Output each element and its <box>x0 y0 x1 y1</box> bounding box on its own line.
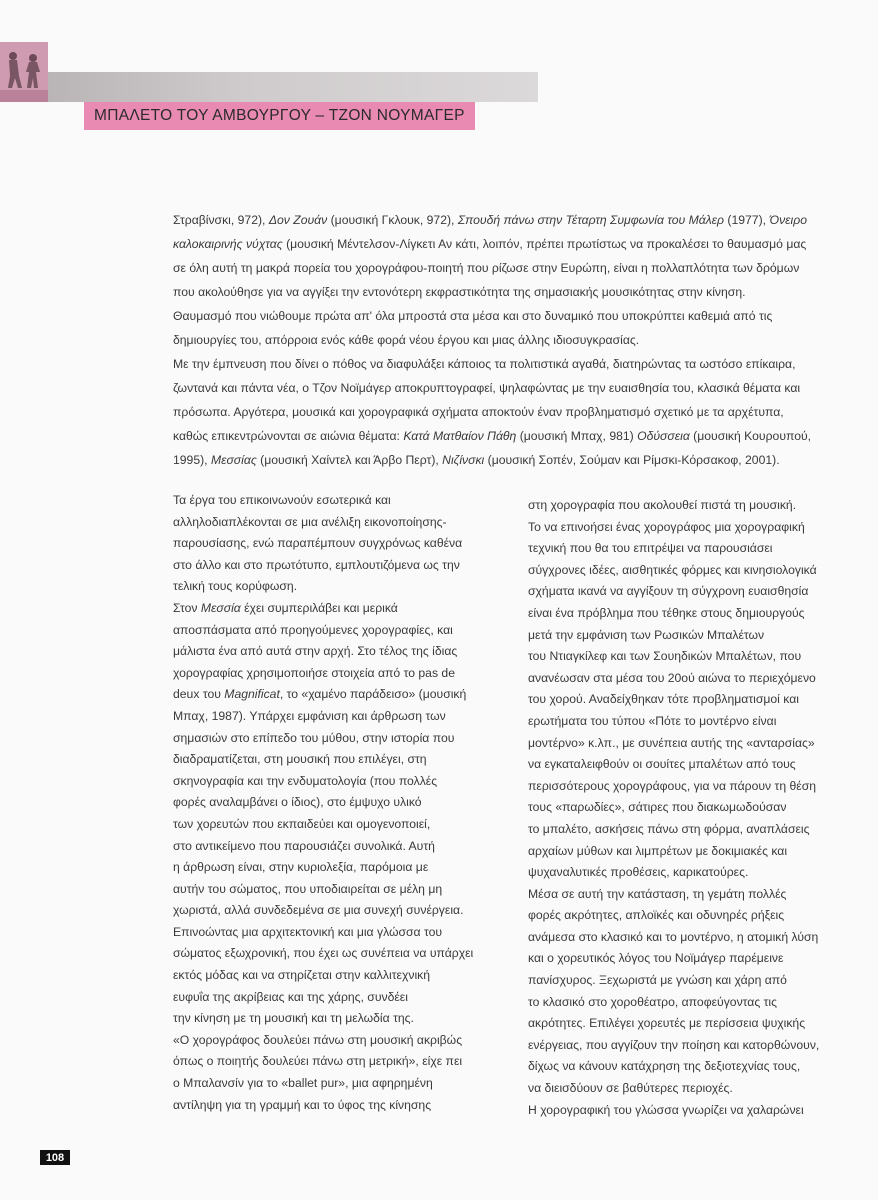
text-run: ενέργειας, που αγγίζουν την ποίηση και κατορθώνουν, <box>528 1037 820 1052</box>
text-run: (μουσική Μέντελσον-Λίγκετι Αν κάτι, λοιπόν, πρέπει πρωτίστως να προκαλέσει το θαυμασμό μας <box>282 237 807 251</box>
text-line <box>528 517 833 539</box>
text-run: αλληλοδιαπλέκονται σε μια ανέλιξη εικονοποίησης- <box>173 514 447 529</box>
text-line <box>528 841 833 863</box>
text-run: που ακολούθησε για να αγγίξει την εντονότερη εκφραστικότητα της σημασιακής μουσικότητας στην κίνηση. <box>173 285 746 299</box>
text-line <box>173 1073 478 1095</box>
text-line <box>528 819 833 841</box>
text-run: είναι ένα πρόβλημα που τέθηκε στους δημιουργούς <box>528 605 805 620</box>
text-run: Το να επινοήσει ένας χορογράφος μια χορογραφική <box>528 519 805 534</box>
text-line <box>528 495 833 517</box>
text-run: του χορού. Αναδείχθηκαν τότε προβληματισμοί και <box>528 692 799 707</box>
text-run: να διεισδύουν σε βαθύτερες περιοχές. <box>528 1081 733 1096</box>
text-line <box>528 1078 833 1100</box>
italic-title: Μεσσία <box>200 600 241 615</box>
text-run: Με την έμπνευση που δίνει ο πόθος να διαφυλάξει κάποιος τα πολιτιστικά αγαθά, διατηρώντας τα ωστόσο επίκαιρα, <box>173 357 796 371</box>
text-run: σημασιών στο επίπεδο του μύθου, στην ιστορία που <box>173 730 455 745</box>
text-line <box>173 280 835 304</box>
chapter-title: ΜΠΑΛΕΤΟ ΤΟΥ ΑΜΒΟΥΡΓΟΥ – ΤΖΟΝ ΝΟΥΜΑΓΕΡ <box>94 107 465 124</box>
text-run: δίχως να κάνουν κατάχρηση της δεξιοτεχνίας τους, <box>528 1059 801 1074</box>
text-run: μοντέρνο» κ.λπ., με συνέπεια αυτής της «ανταρσίας» <box>528 735 815 750</box>
text-run: αυτήν του σώματος, που υποδιαιρείται σε μέλη μη <box>173 881 443 896</box>
text-line <box>528 1056 833 1078</box>
text-run: δημιουργίες του, απόρροια ενός κάθε φορά νέου έργου και μιας άλλης ιδιοσυγκρασίας. <box>173 333 640 347</box>
text-line <box>528 560 833 582</box>
text-line <box>173 706 478 728</box>
text-line <box>173 857 478 879</box>
text-line <box>173 598 478 620</box>
text-run: ανάμεσα στο κλασικό και το μοντέρνο, η ατομική λύση <box>528 929 819 944</box>
text-run: έχει συμπεριλάβει και μερικά <box>240 600 398 615</box>
text-run: ερωτήματα του τύπου «Πότε το μοντέρνο είναι <box>528 713 777 728</box>
text-line <box>173 663 478 685</box>
text-run: να εγκαταλειφθούν οι σουίτες μπαλέτων από τους <box>528 757 796 772</box>
text-run: σχήματα ικανά να αγγίξουν τη σύγχρονη ευαισθησία <box>528 584 809 599</box>
text-run: το κλασικό στο χοροθέατρο, αποφεύγοντας τις <box>528 994 778 1009</box>
right-column-text <box>528 495 833 1121</box>
text-line <box>528 754 833 776</box>
text-line <box>173 684 478 706</box>
italic-title: Μεσσίας <box>210 453 257 467</box>
text-run: ψυχαναλυτικές προθέσεις, καρικατούρες. <box>528 865 749 880</box>
text-run: εκτός μόδας και να στηρίζεται στην καλλιτεχνική <box>173 968 431 983</box>
text-run: την κίνηση με τη μουσική και τη μελωδία της. <box>173 1011 414 1026</box>
text-run: Στραβίνσκι, 972), <box>173 213 269 227</box>
text-run: , το «χαμένο παράδεισο» (μουσική <box>279 687 467 702</box>
text-line <box>528 905 833 927</box>
text-line <box>173 728 478 750</box>
text-run: σώματος εξωχρονική, που έχει ως συνέπεια να υπάρχει <box>173 946 474 961</box>
text-run: ακρότητες. Επιλέγει χορευτές με περίσσεια ψυχικής <box>528 1016 806 1031</box>
text-line <box>173 900 478 922</box>
text-run: το μπαλέτο, ασκήσεις πάνω στη φόρμα, αναπλάσεις <box>528 821 810 836</box>
italic-title: Δον Ζουάν <box>268 213 328 227</box>
text-line <box>173 512 478 534</box>
italic-title: Σπουδή πάνω στην Τέταρτη Συμφωνία του Μάλερ <box>457 213 725 227</box>
text-line <box>173 965 478 987</box>
text-line <box>528 1013 833 1035</box>
italic-title: Κατά Ματθαίον Πάθη <box>403 429 517 443</box>
text-run: (μουσική Χαίντελ και Άρβο Περτ), <box>256 453 443 467</box>
text-run: «Ο χορογράφος δουλεύει πάνω στη μουσική ακριβώς <box>173 1032 463 1047</box>
text-line <box>173 922 478 944</box>
text-run: χωριστά, αλλά συνδεδεμένα σε μια συνεχή συνέργεια. <box>173 903 464 918</box>
text-line <box>173 328 835 352</box>
text-run: τεχνική που θα του επιτρέψει να παρουσιάσει <box>528 541 773 556</box>
text-line <box>528 581 833 603</box>
header-band <box>48 72 538 102</box>
text-run: του Ντιαγκίλεφ και των Σουηδικών Μπαλέτων, που <box>528 649 802 664</box>
text-run: μετά την εμφάνιση των Ρωσικών Μπαλέτων <box>528 627 765 642</box>
text-run: σκηνογραφία και την ενδυματολογία (που πολλές <box>173 773 438 788</box>
text-run: στο αντικείμενο που παρουσιάζει συνολικά. Αυτή <box>173 838 435 853</box>
text-run: αποσπάσματα από προηγούμενες χορογραφίες, και <box>173 622 453 637</box>
text-run: καθώς επικεντρώνονται σε αιώνια θέματα: <box>173 429 404 443</box>
text-line <box>173 1095 478 1117</box>
text-line <box>528 603 833 625</box>
text-line <box>173 641 478 663</box>
text-run: Η χορογραφική του γλώσσα γνωρίζει να χαλαρώνει <box>528 1102 804 1117</box>
text-run: Τα έργα του επικοινωνούν εσωτερικά και <box>173 493 391 507</box>
text-line <box>173 943 478 965</box>
text-line <box>528 711 833 733</box>
text-line <box>528 862 833 884</box>
text-line <box>528 992 833 1014</box>
italic-title: καλοκαιρινής νύχτας <box>173 237 283 251</box>
text-run: Θαυμασμό που νιώθουμε πρώτα απ' όλα μπροστά στα μέσα και στο δυναμικό που υποκρύπτει καθεμιά από τις <box>173 309 773 323</box>
text-line <box>528 538 833 560</box>
left-column-text <box>173 490 478 1116</box>
text-run: σε όλη αυτή τη μακρά πορεία του χορογράφου-ποιητή που ρίζωσε στην Ευρώπη, είναι η πολλαπλότητα των δρόμων <box>173 261 800 275</box>
text-line <box>173 555 478 577</box>
text-run: μάλιστα ένα από αυτά στην αρχή. Στο τέλος της ίδιας <box>173 644 458 659</box>
text-line <box>173 1030 478 1052</box>
text-line <box>173 533 478 555</box>
text-run: αρχαίων μύθων και λιμπρέτων με δοκιμιακές και <box>528 843 788 858</box>
text-run: όπως ο ποιητής δουλεύει πάνω στη μετρική», είχε πει <box>173 1054 463 1069</box>
text-line <box>173 792 478 814</box>
text-line <box>528 625 833 647</box>
text-line <box>528 646 833 668</box>
text-run: περισσότερους χορογράφους, για να πάρουν τη θέση <box>528 778 817 793</box>
text-line <box>173 879 478 901</box>
text-run: των χορευτών που εκπαιδεύει και ομογενοποιεί, <box>173 816 431 831</box>
text-run: παρουσίασης, ενώ παραπέμπουν συγχρόνως καθένα <box>173 536 463 551</box>
intro-paragraph <box>173 208 835 472</box>
text-line <box>173 490 478 512</box>
text-line <box>173 376 835 400</box>
text-line <box>173 256 835 280</box>
text-line <box>173 448 835 472</box>
text-run: στη χορογραφία που ακολουθεί πιστά τη μουσική. <box>528 498 797 512</box>
text-line <box>173 576 478 598</box>
text-run: ζωντανά και πάντα νέα, ο Τζον Νοϊμάγερ αποκρυπτογραφεί, ψηλαφώντας με την ευαισθησία του, κλασικά θέματα και <box>173 381 801 395</box>
text-run: (μουσική Σοπέν, Σούμαν και Ρίμσκι-Κόρσακοφ, 2001). <box>484 453 780 467</box>
text-run: διαδραματίζεται, στη μουσική που επιλέγει, στη <box>173 752 427 767</box>
text-run: αντίληψη για τη γραμμή και το ύφος της κίνησης <box>173 1097 432 1112</box>
text-run: ανανέωσαν στα μέσα του 20ού αιώνα το περιεχόμενο <box>528 670 816 685</box>
text-line <box>173 1008 478 1030</box>
text-line <box>528 927 833 949</box>
text-line <box>173 1051 478 1073</box>
text-line <box>173 620 478 642</box>
text-run: Μέσα σε αυτή την κατάσταση, τη γεμάτη πολλές <box>528 886 787 901</box>
text-run: τους «παρωδίες», σάτιρες που διακωμωδούσαν <box>528 800 787 815</box>
italic-title: Magnificat <box>224 687 280 702</box>
text-line <box>173 424 835 448</box>
text-run: Στον <box>173 600 201 615</box>
text-run: ευφυΐα της ακρίβειας και της χάρης, συνδέει <box>173 989 408 1004</box>
text-line <box>173 304 835 328</box>
text-run: (μουσική Μπαχ, 981) <box>516 429 638 443</box>
header-photo-thumbnail <box>0 42 48 102</box>
text-run: και ο χορευτικός λόγος του Νοϊμάγερ παρέμεινε <box>528 951 784 966</box>
italic-title: Όνειρο <box>769 213 807 227</box>
text-run: Μπαχ, 1987). Υπάρχει εμφάνιση και άρθρωση των <box>173 708 446 723</box>
text-run: πανίσχυρος. Ξεχωριστά με γνώση και χάρη από <box>528 973 787 988</box>
text-run: ο Μπαλανσίν για το «ballet pur», μια αφηρημένη <box>173 1076 433 1091</box>
text-line <box>528 689 833 711</box>
text-line <box>528 797 833 819</box>
text-run: (μουσική Γκλουκ, 972), <box>327 213 458 227</box>
text-line <box>528 948 833 970</box>
text-line <box>173 987 478 1009</box>
text-line <box>528 1035 833 1057</box>
text-run: φορές ακρότητες, απλοϊκές και οδυνηρές ρήξεις <box>528 908 785 923</box>
text-line <box>528 776 833 798</box>
text-line <box>528 884 833 906</box>
text-run: deux του <box>173 687 225 702</box>
chapter-title-box <box>84 102 475 130</box>
italic-title: Οδύσσεια <box>637 429 690 443</box>
text-line <box>173 814 478 836</box>
text-line <box>528 970 833 992</box>
text-line <box>173 771 478 793</box>
text-run: (μουσική Κουρουπού, <box>689 429 812 443</box>
text-line <box>173 352 835 376</box>
text-run: σύγχρονες ιδέες, αισθητικές φόρμες και κινησιολογικά <box>528 562 817 577</box>
text-line <box>173 400 835 424</box>
text-run: τελική τους κορύφωση. <box>173 579 298 594</box>
italic-title: Νιζίνσκι <box>442 453 485 467</box>
text-run: 1995), <box>173 453 211 467</box>
text-run: φορές αναλαμβάνει ο ίδιος), στο έμψυχο υλικό <box>173 795 422 810</box>
text-run: Επινοώντας μια αρχιτεκτονική και μια γλώσσα του <box>173 924 443 939</box>
text-line <box>173 749 478 771</box>
page-number: 108 <box>40 1150 70 1165</box>
text-line <box>173 208 835 232</box>
text-run: χορογραφίας χρησιμοποιήσε στοιχεία από το pas de <box>173 665 455 680</box>
text-line <box>528 1100 833 1122</box>
text-run: η άρθρωση είναι, στην κυριολεξία, παρόμοια με <box>173 860 429 875</box>
dancers-photo-icon <box>0 42 48 102</box>
text-line <box>173 232 835 256</box>
text-line <box>173 836 478 858</box>
text-run: στο άλλο και στο πρωτότυπο, εμπλουτιζόμενα ως την <box>173 557 460 572</box>
text-run: πρόσωπα. Αργότερα, μουσικά και χορογραφικά σχήματα αποκτούν έναν προβληματισμό σχετικό με τα αρχέτυπα, <box>173 405 784 419</box>
text-run: (1977), <box>724 213 770 227</box>
text-line <box>528 668 833 690</box>
text-line <box>528 733 833 755</box>
